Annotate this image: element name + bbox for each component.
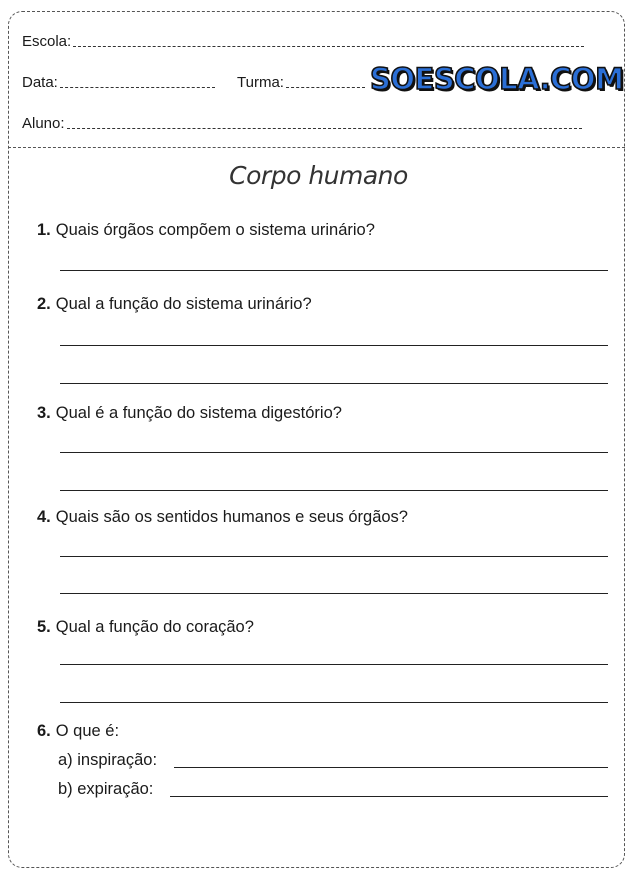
date-line[interactable] [60,87,215,88]
answer-line[interactable] [60,593,608,594]
date-field[interactable] [22,74,215,91]
school-field[interactable] [22,33,584,50]
question-number: 5. [37,618,51,636]
question-number: 3. [37,404,51,422]
student-label: Aluno: [22,115,65,132]
answer-line[interactable] [60,664,608,665]
answer-line[interactable] [60,702,608,703]
class-line[interactable] [286,87,365,88]
answer-line-expiracao[interactable] [170,796,608,797]
site-logo: SOESCOLA.COM [370,62,624,96]
school-label: Escola: [22,33,72,50]
answer-line[interactable] [60,556,608,557]
answer-line[interactable] [60,383,608,384]
question-number: 2. [37,295,51,313]
page-title: Corpo humano [229,161,408,190]
question-text: Qual é a função do sistema digestório? [55,404,342,422]
sub-item-a: a) inspiração: [58,751,158,769]
question-text: Quais são os sentidos humanos e seus órgãos? [55,508,408,526]
question-text: Qual a função do coração? [55,618,254,636]
header-separator [8,147,625,148]
date-label: Data: [22,74,58,91]
question-number: 1. [37,221,51,239]
school-line[interactable] [73,46,584,47]
student-field[interactable] [22,115,582,132]
answer-line-inspiracao[interactable] [174,767,608,768]
answer-line[interactable] [60,490,608,491]
student-line[interactable] [67,128,582,129]
question-5 [37,618,254,637]
class-field[interactable] [237,74,365,91]
sub-item-b: b) expiração: [58,780,154,798]
question-text: Quais órgãos compõem o sistema urinário? [55,221,375,239]
question-4 [37,508,408,527]
question-number: 6. [37,722,51,740]
answer-line[interactable] [60,452,608,453]
class-label: Turma: [237,74,284,91]
question-2 [37,295,312,314]
question-number: 4. [37,508,51,526]
question-3 [37,404,342,423]
question-1 [37,221,375,240]
answer-line[interactable] [60,345,608,346]
question-6 [37,722,119,741]
question-text: Qual a função do sistema urinário? [55,295,312,313]
answer-line[interactable] [60,270,608,271]
question-text: O que é: [55,722,120,740]
